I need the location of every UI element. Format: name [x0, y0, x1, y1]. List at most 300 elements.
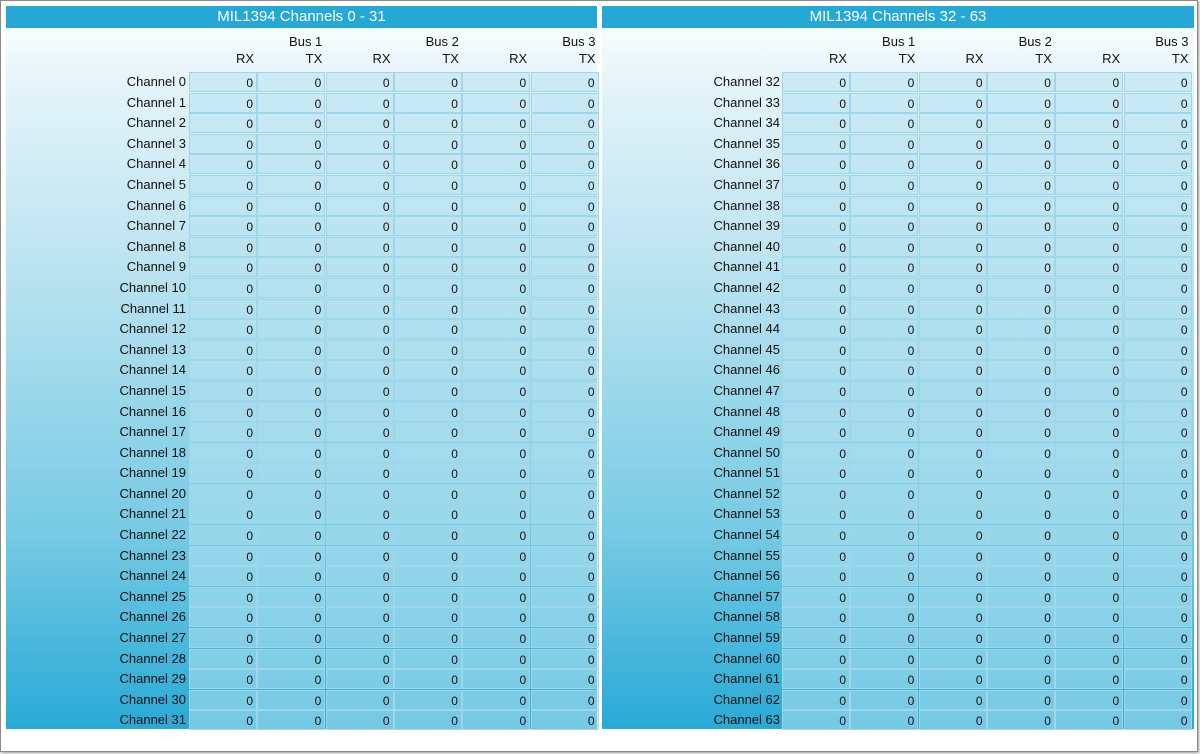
counter-cell-tx: 0	[1124, 422, 1192, 442]
counter-cell-tx: 0	[531, 299, 599, 319]
counter-cell-tx: 0	[1124, 690, 1192, 710]
counter-cell-tx: 0	[531, 587, 599, 607]
bus-header-label: Bus 2	[1018, 34, 1052, 49]
counter-cell-rx: 0	[189, 299, 257, 319]
counter-cell-rx: 0	[189, 504, 257, 524]
counter-cell-rx: 0	[462, 319, 530, 339]
counter-cell-rx: 0	[462, 278, 530, 298]
counter-cell-rx: 0	[919, 257, 987, 277]
counter-cell-rx: 0	[1055, 381, 1123, 401]
counter-cell-rx: 0	[462, 113, 530, 133]
channel-label-cell	[602, 196, 780, 216]
channel-label: Channel 6	[126, 197, 186, 213]
channel-label-cell	[602, 690, 780, 710]
counter-cell-tx: 0	[257, 443, 325, 463]
counter-cell-rx: 0	[462, 422, 530, 442]
counter-cell-tx: 0	[531, 484, 599, 504]
channel-row	[6, 299, 597, 320]
channel-label-cell	[602, 422, 780, 442]
counter-cell-rx: 0	[919, 237, 987, 257]
counter-cell-rx: 0	[919, 381, 987, 401]
counter-cell-rx: 0	[1055, 196, 1123, 216]
counter-cell-rx: 0	[919, 587, 987, 607]
counter-cell-rx: 0	[1055, 607, 1123, 627]
counter-cell-rx: 0	[782, 443, 850, 463]
channel-row	[6, 196, 597, 217]
counter-cell-rx: 0	[919, 484, 987, 504]
counter-cell-tx: 0	[394, 237, 462, 257]
channel-row	[602, 463, 1194, 484]
channel-row	[6, 463, 597, 484]
channel-label: Channel 8	[126, 238, 186, 254]
counter-cell-rx: 0	[326, 196, 394, 216]
counter-cell-tx: 0	[850, 154, 918, 174]
counter-cell-tx: 0	[1124, 484, 1192, 504]
counter-cell-tx: 0	[531, 216, 599, 236]
channel-label-cell	[6, 134, 186, 154]
counter-cell-rx: 0	[782, 237, 850, 257]
counter-cell-rx: 0	[326, 72, 394, 92]
counter-cell-tx: 0	[531, 340, 599, 360]
counter-cell-tx: 0	[531, 546, 599, 566]
counter-cell-tx: 0	[394, 175, 462, 195]
counter-cell-rx: 0	[189, 628, 257, 648]
counter-cell-rx: 0	[326, 216, 394, 236]
counter-cell-tx: 0	[987, 237, 1055, 257]
counter-cell-rx: 0	[189, 484, 257, 504]
channel-label: Channel 17	[119, 424, 186, 440]
channel-label: Channel 21	[119, 506, 186, 522]
counter-cell-tx: 0	[850, 525, 918, 545]
channel-row	[602, 402, 1194, 423]
counter-cell-rx: 0	[782, 196, 850, 216]
counter-cell-tx: 0	[850, 113, 918, 133]
counter-cell-rx: 0	[462, 154, 530, 174]
channel-label: Channel 11	[120, 300, 186, 316]
counter-cell-rx: 0	[326, 669, 394, 689]
counter-cell-tx: 0	[1124, 360, 1192, 380]
channel-label: Channel 37	[713, 176, 780, 192]
counter-cell-tx: 0	[1124, 154, 1192, 174]
channel-row	[6, 710, 597, 731]
channel-label: Channel 38	[713, 197, 780, 213]
channel-label: Channel 7	[126, 218, 186, 234]
channel-row	[602, 628, 1194, 649]
panel-channels-32-63	[602, 6, 1194, 729]
counter-cell-tx: 0	[531, 257, 599, 277]
channel-row	[6, 216, 597, 237]
counter-cell-rx: 0	[782, 402, 850, 422]
counter-cell-rx: 0	[782, 422, 850, 442]
counter-cell-tx: 0	[531, 381, 599, 401]
channel-label-cell	[6, 299, 186, 319]
counter-cell-tx: 0	[531, 402, 599, 422]
channel-label-cell	[6, 484, 186, 504]
counter-cell-rx: 0	[326, 504, 394, 524]
counter-cell-rx: 0	[462, 93, 530, 113]
channel-row	[6, 484, 597, 505]
counter-cell-rx: 0	[919, 443, 987, 463]
channel-label: Channel 19	[119, 465, 186, 481]
channel-label-cell	[602, 154, 780, 174]
counter-cell-rx: 0	[189, 649, 257, 669]
counter-cell-tx: 0	[987, 175, 1055, 195]
channel-label: Channel 34	[713, 115, 780, 131]
counter-cell-tx: 0	[531, 669, 599, 689]
counter-cell-rx: 0	[326, 360, 394, 380]
counter-cell-tx: 0	[257, 299, 325, 319]
counter-cell-tx: 0	[987, 257, 1055, 277]
counter-cell-tx: 0	[531, 175, 599, 195]
counter-cell-rx: 0	[462, 175, 530, 195]
counter-cell-rx: 0	[189, 525, 257, 545]
counter-cell-tx: 0	[1124, 463, 1192, 483]
counter-cell-tx: 0	[394, 628, 462, 648]
counter-cell-tx: 0	[394, 154, 462, 174]
counter-cell-tx: 0	[987, 463, 1055, 483]
counter-cell-tx: 0	[531, 443, 599, 463]
counter-cell-tx: 0	[1124, 546, 1192, 566]
counter-cell-rx: 0	[189, 93, 257, 113]
counter-cell-tx: 0	[257, 93, 325, 113]
counter-cell-rx: 0	[1055, 484, 1123, 504]
counter-cell-rx: 0	[1055, 669, 1123, 689]
counter-cell-rx: 0	[189, 154, 257, 174]
counter-cell-rx: 0	[189, 710, 257, 730]
counter-cell-tx: 0	[1124, 566, 1192, 586]
channel-label-cell	[602, 93, 780, 113]
channel-label: Channel 3	[126, 135, 186, 151]
channel-label: Channel 5	[126, 176, 186, 192]
channel-label-cell	[602, 463, 780, 483]
counter-cell-tx: 0	[394, 278, 462, 298]
counter-cell-rx: 0	[919, 360, 987, 380]
counter-cell-rx: 0	[462, 72, 530, 92]
channel-row	[6, 72, 597, 93]
counter-cell-rx: 0	[326, 463, 394, 483]
channel-row	[602, 237, 1194, 258]
counter-cell-tx: 0	[394, 710, 462, 730]
counter-cell-rx: 0	[919, 690, 987, 710]
counter-cell-tx: 0	[987, 587, 1055, 607]
counter-cell-rx: 0	[782, 154, 850, 174]
counter-cell-rx: 0	[919, 216, 987, 236]
counter-cell-rx: 0	[189, 669, 257, 689]
channel-row	[6, 690, 597, 711]
channel-label-cell	[6, 93, 186, 113]
counter-cell-tx: 0	[1124, 72, 1192, 92]
counter-cell-rx: 0	[326, 710, 394, 730]
channel-label: Channel 51	[713, 465, 780, 481]
channel-label-cell	[602, 504, 780, 524]
counter-cell-tx: 0	[394, 566, 462, 586]
counter-cell-tx: 0	[531, 628, 599, 648]
counter-cell-tx: 0	[257, 360, 325, 380]
counter-cell-rx: 0	[919, 154, 987, 174]
counter-cell-tx: 0	[1124, 93, 1192, 113]
channel-label-cell	[6, 525, 186, 545]
counter-cell-tx: 0	[257, 587, 325, 607]
channel-label-cell	[602, 278, 780, 298]
counter-cell-rx: 0	[1055, 134, 1123, 154]
counter-cell-tx: 0	[987, 566, 1055, 586]
counter-cell-tx: 0	[257, 340, 325, 360]
counter-cell-rx: 0	[189, 381, 257, 401]
channel-label: Channel 27	[119, 630, 186, 646]
rx-column-header: RX	[828, 51, 847, 66]
counter-cell-tx: 0	[850, 340, 918, 360]
counter-cell-rx: 0	[919, 278, 987, 298]
counter-cell-tx: 0	[394, 587, 462, 607]
counter-cell-rx: 0	[189, 422, 257, 442]
channel-label-cell	[602, 381, 780, 401]
tx-column-header: TX	[442, 51, 459, 66]
channel-row	[6, 134, 597, 155]
counter-cell-tx: 0	[394, 340, 462, 360]
counter-cell-tx: 0	[257, 649, 325, 669]
counter-cell-tx: 0	[850, 463, 918, 483]
counter-cell-tx: 0	[257, 463, 325, 483]
counter-cell-tx: 0	[987, 443, 1055, 463]
channel-label: Channel 39	[713, 218, 780, 234]
counter-cell-tx: 0	[1124, 340, 1192, 360]
channel-label: Channel 36	[713, 156, 780, 172]
counter-cell-rx: 0	[782, 690, 850, 710]
channel-label: Channel 10	[119, 279, 186, 295]
channel-label: Channel 49	[713, 424, 780, 440]
channel-row	[6, 319, 597, 340]
channel-row	[6, 669, 597, 690]
counter-cell-rx: 0	[326, 422, 394, 442]
counter-cell-rx: 0	[1055, 649, 1123, 669]
counter-cell-tx: 0	[987, 319, 1055, 339]
counter-cell-rx: 0	[462, 587, 530, 607]
counter-cell-tx: 0	[257, 72, 325, 92]
counter-cell-rx: 0	[782, 216, 850, 236]
channel-label: Channel 61	[713, 671, 780, 687]
channel-label: Channel 31	[119, 712, 186, 728]
counter-cell-tx: 0	[987, 710, 1055, 730]
counter-cell-tx: 0	[850, 628, 918, 648]
counter-cell-tx: 0	[394, 257, 462, 277]
counter-cell-tx: 0	[394, 546, 462, 566]
counter-cell-tx: 0	[987, 484, 1055, 504]
counter-cell-tx: 0	[257, 710, 325, 730]
counter-cell-rx: 0	[462, 669, 530, 689]
counter-cell-tx: 0	[257, 422, 325, 442]
channel-label-cell	[602, 237, 780, 257]
counter-cell-tx: 0	[394, 607, 462, 627]
counter-cell-rx: 0	[1055, 628, 1123, 648]
counter-cell-rx: 0	[462, 381, 530, 401]
channel-row	[6, 360, 597, 381]
counter-cell-rx: 0	[462, 196, 530, 216]
counter-cell-tx: 0	[394, 525, 462, 545]
channel-label: Channel 53	[713, 506, 780, 522]
counter-cell-rx: 0	[326, 587, 394, 607]
channel-label-cell	[602, 607, 780, 627]
counter-cell-rx: 0	[782, 587, 850, 607]
channel-label-cell	[6, 504, 186, 524]
channel-label-cell	[6, 669, 186, 689]
counter-cell-tx: 0	[1124, 504, 1192, 524]
channel-row	[602, 257, 1194, 278]
counter-cell-rx: 0	[326, 257, 394, 277]
counter-cell-rx: 0	[1055, 319, 1123, 339]
direction-header-row	[6, 51, 597, 67]
channel-label: Channel 55	[713, 547, 780, 563]
counter-cell-tx: 0	[987, 402, 1055, 422]
counter-cell-rx: 0	[189, 340, 257, 360]
channel-row	[602, 546, 1194, 567]
rx-column-header: RX	[509, 51, 528, 66]
counter-cell-tx: 0	[850, 237, 918, 257]
counter-cell-tx: 0	[987, 525, 1055, 545]
counter-cell-tx: 0	[987, 422, 1055, 442]
counter-cell-rx: 0	[189, 175, 257, 195]
counter-cell-tx: 0	[987, 113, 1055, 133]
counter-cell-tx: 0	[531, 72, 599, 92]
channel-row	[6, 257, 597, 278]
channel-label-cell	[602, 319, 780, 339]
counter-cell-tx: 0	[850, 504, 918, 524]
counter-cell-rx: 0	[782, 463, 850, 483]
channel-label-cell	[602, 257, 780, 277]
channel-row	[6, 587, 597, 608]
counter-cell-tx: 0	[987, 72, 1055, 92]
tx-column-header: TX	[578, 51, 596, 66]
channel-row	[6, 237, 597, 258]
channel-label: Channel 44	[713, 321, 780, 337]
counter-cell-tx: 0	[531, 710, 599, 730]
counter-cell-tx: 0	[257, 113, 325, 133]
counter-cell-tx: 0	[257, 546, 325, 566]
counter-cell-tx: 0	[531, 237, 599, 257]
channel-row	[6, 525, 597, 546]
channel-label: Channel 46	[713, 362, 780, 378]
channel-label-cell	[6, 587, 186, 607]
channel-label-cell	[602, 546, 780, 566]
counter-cell-rx: 0	[1055, 175, 1123, 195]
counter-cell-tx: 0	[531, 278, 599, 298]
counter-cell-tx: 0	[850, 402, 918, 422]
counter-cell-rx: 0	[782, 381, 850, 401]
counter-cell-tx: 0	[257, 175, 325, 195]
counter-cell-tx: 0	[850, 710, 918, 730]
counter-cell-tx: 0	[394, 649, 462, 669]
counter-cell-rx: 0	[462, 237, 530, 257]
channel-row	[602, 710, 1194, 731]
channel-label-cell	[6, 710, 186, 730]
channel-row	[602, 443, 1194, 464]
channel-row	[6, 649, 597, 670]
counter-cell-rx: 0	[462, 546, 530, 566]
bus-header-row	[602, 34, 1194, 50]
counter-cell-tx: 0	[1124, 628, 1192, 648]
counter-cell-rx: 0	[782, 710, 850, 730]
counter-cell-rx: 0	[326, 381, 394, 401]
counter-cell-tx: 0	[257, 669, 325, 689]
counter-cell-tx: 0	[1124, 443, 1192, 463]
channel-label-cell	[6, 340, 186, 360]
counter-cell-tx: 0	[850, 566, 918, 586]
tx-column-header: TX	[1171, 51, 1189, 66]
counter-cell-rx: 0	[782, 649, 850, 669]
counter-cell-tx: 0	[531, 319, 599, 339]
channel-label: Channel 9	[126, 259, 186, 275]
counter-cell-rx: 0	[189, 546, 257, 566]
counter-cell-rx: 0	[919, 628, 987, 648]
channel-row	[6, 422, 597, 443]
counter-cell-rx: 0	[1055, 340, 1123, 360]
channel-row	[602, 340, 1194, 361]
channel-row	[602, 649, 1194, 670]
channel-label: Channel 28	[119, 650, 186, 666]
channel-rows	[602, 72, 1194, 731]
counter-cell-rx: 0	[189, 402, 257, 422]
channel-label: Channel 25	[119, 588, 186, 604]
counter-cell-rx: 0	[919, 649, 987, 669]
counter-cell-tx: 0	[987, 196, 1055, 216]
counter-cell-rx: 0	[782, 504, 850, 524]
counter-cell-tx: 0	[531, 504, 599, 524]
counter-cell-tx: 0	[394, 402, 462, 422]
counter-cell-tx: 0	[394, 196, 462, 216]
channel-label: Channel 50	[713, 444, 780, 460]
channel-label-cell	[602, 710, 780, 730]
channel-label-cell	[6, 216, 186, 236]
counter-cell-rx: 0	[326, 319, 394, 339]
panel-title: MIL1394 Channels 32 - 63	[602, 6, 1194, 28]
counter-cell-tx: 0	[987, 628, 1055, 648]
counter-cell-tx: 0	[531, 154, 599, 174]
channel-row	[6, 504, 597, 525]
channel-label: Channel 43	[713, 300, 780, 316]
counter-cell-rx: 0	[189, 237, 257, 257]
counter-cell-tx: 0	[850, 278, 918, 298]
counter-cell-rx: 0	[919, 525, 987, 545]
channel-label-cell	[602, 340, 780, 360]
counter-cell-tx: 0	[531, 134, 599, 154]
channel-label: Channel 15	[119, 382, 186, 398]
channel-row	[6, 93, 597, 114]
counter-cell-tx: 0	[1124, 175, 1192, 195]
tx-column-header: TX	[305, 51, 323, 66]
channel-label: Channel 54	[713, 527, 780, 543]
channel-row	[6, 278, 597, 299]
channel-label-cell	[6, 196, 186, 216]
rx-column-header: RX	[1102, 51, 1121, 66]
counter-cell-rx: 0	[189, 463, 257, 483]
counter-cell-tx: 0	[257, 381, 325, 401]
counter-cell-tx: 0	[987, 504, 1055, 524]
channel-label: Channel 30	[119, 691, 186, 707]
counter-cell-rx: 0	[782, 278, 850, 298]
counter-cell-rx: 0	[1055, 504, 1123, 524]
channel-row	[602, 504, 1194, 525]
counter-cell-rx: 0	[326, 566, 394, 586]
channel-label: Channel 13	[119, 341, 186, 357]
counter-cell-tx: 0	[531, 649, 599, 669]
channel-label-cell	[602, 443, 780, 463]
channel-label-cell	[6, 72, 186, 92]
channel-label: Channel 2	[126, 115, 186, 131]
channel-label: Channel 42	[713, 279, 780, 295]
counter-cell-rx: 0	[326, 607, 394, 627]
counter-cell-tx: 0	[1124, 216, 1192, 236]
channel-label: Channel 47	[713, 382, 780, 398]
counter-cell-tx: 0	[1124, 525, 1192, 545]
